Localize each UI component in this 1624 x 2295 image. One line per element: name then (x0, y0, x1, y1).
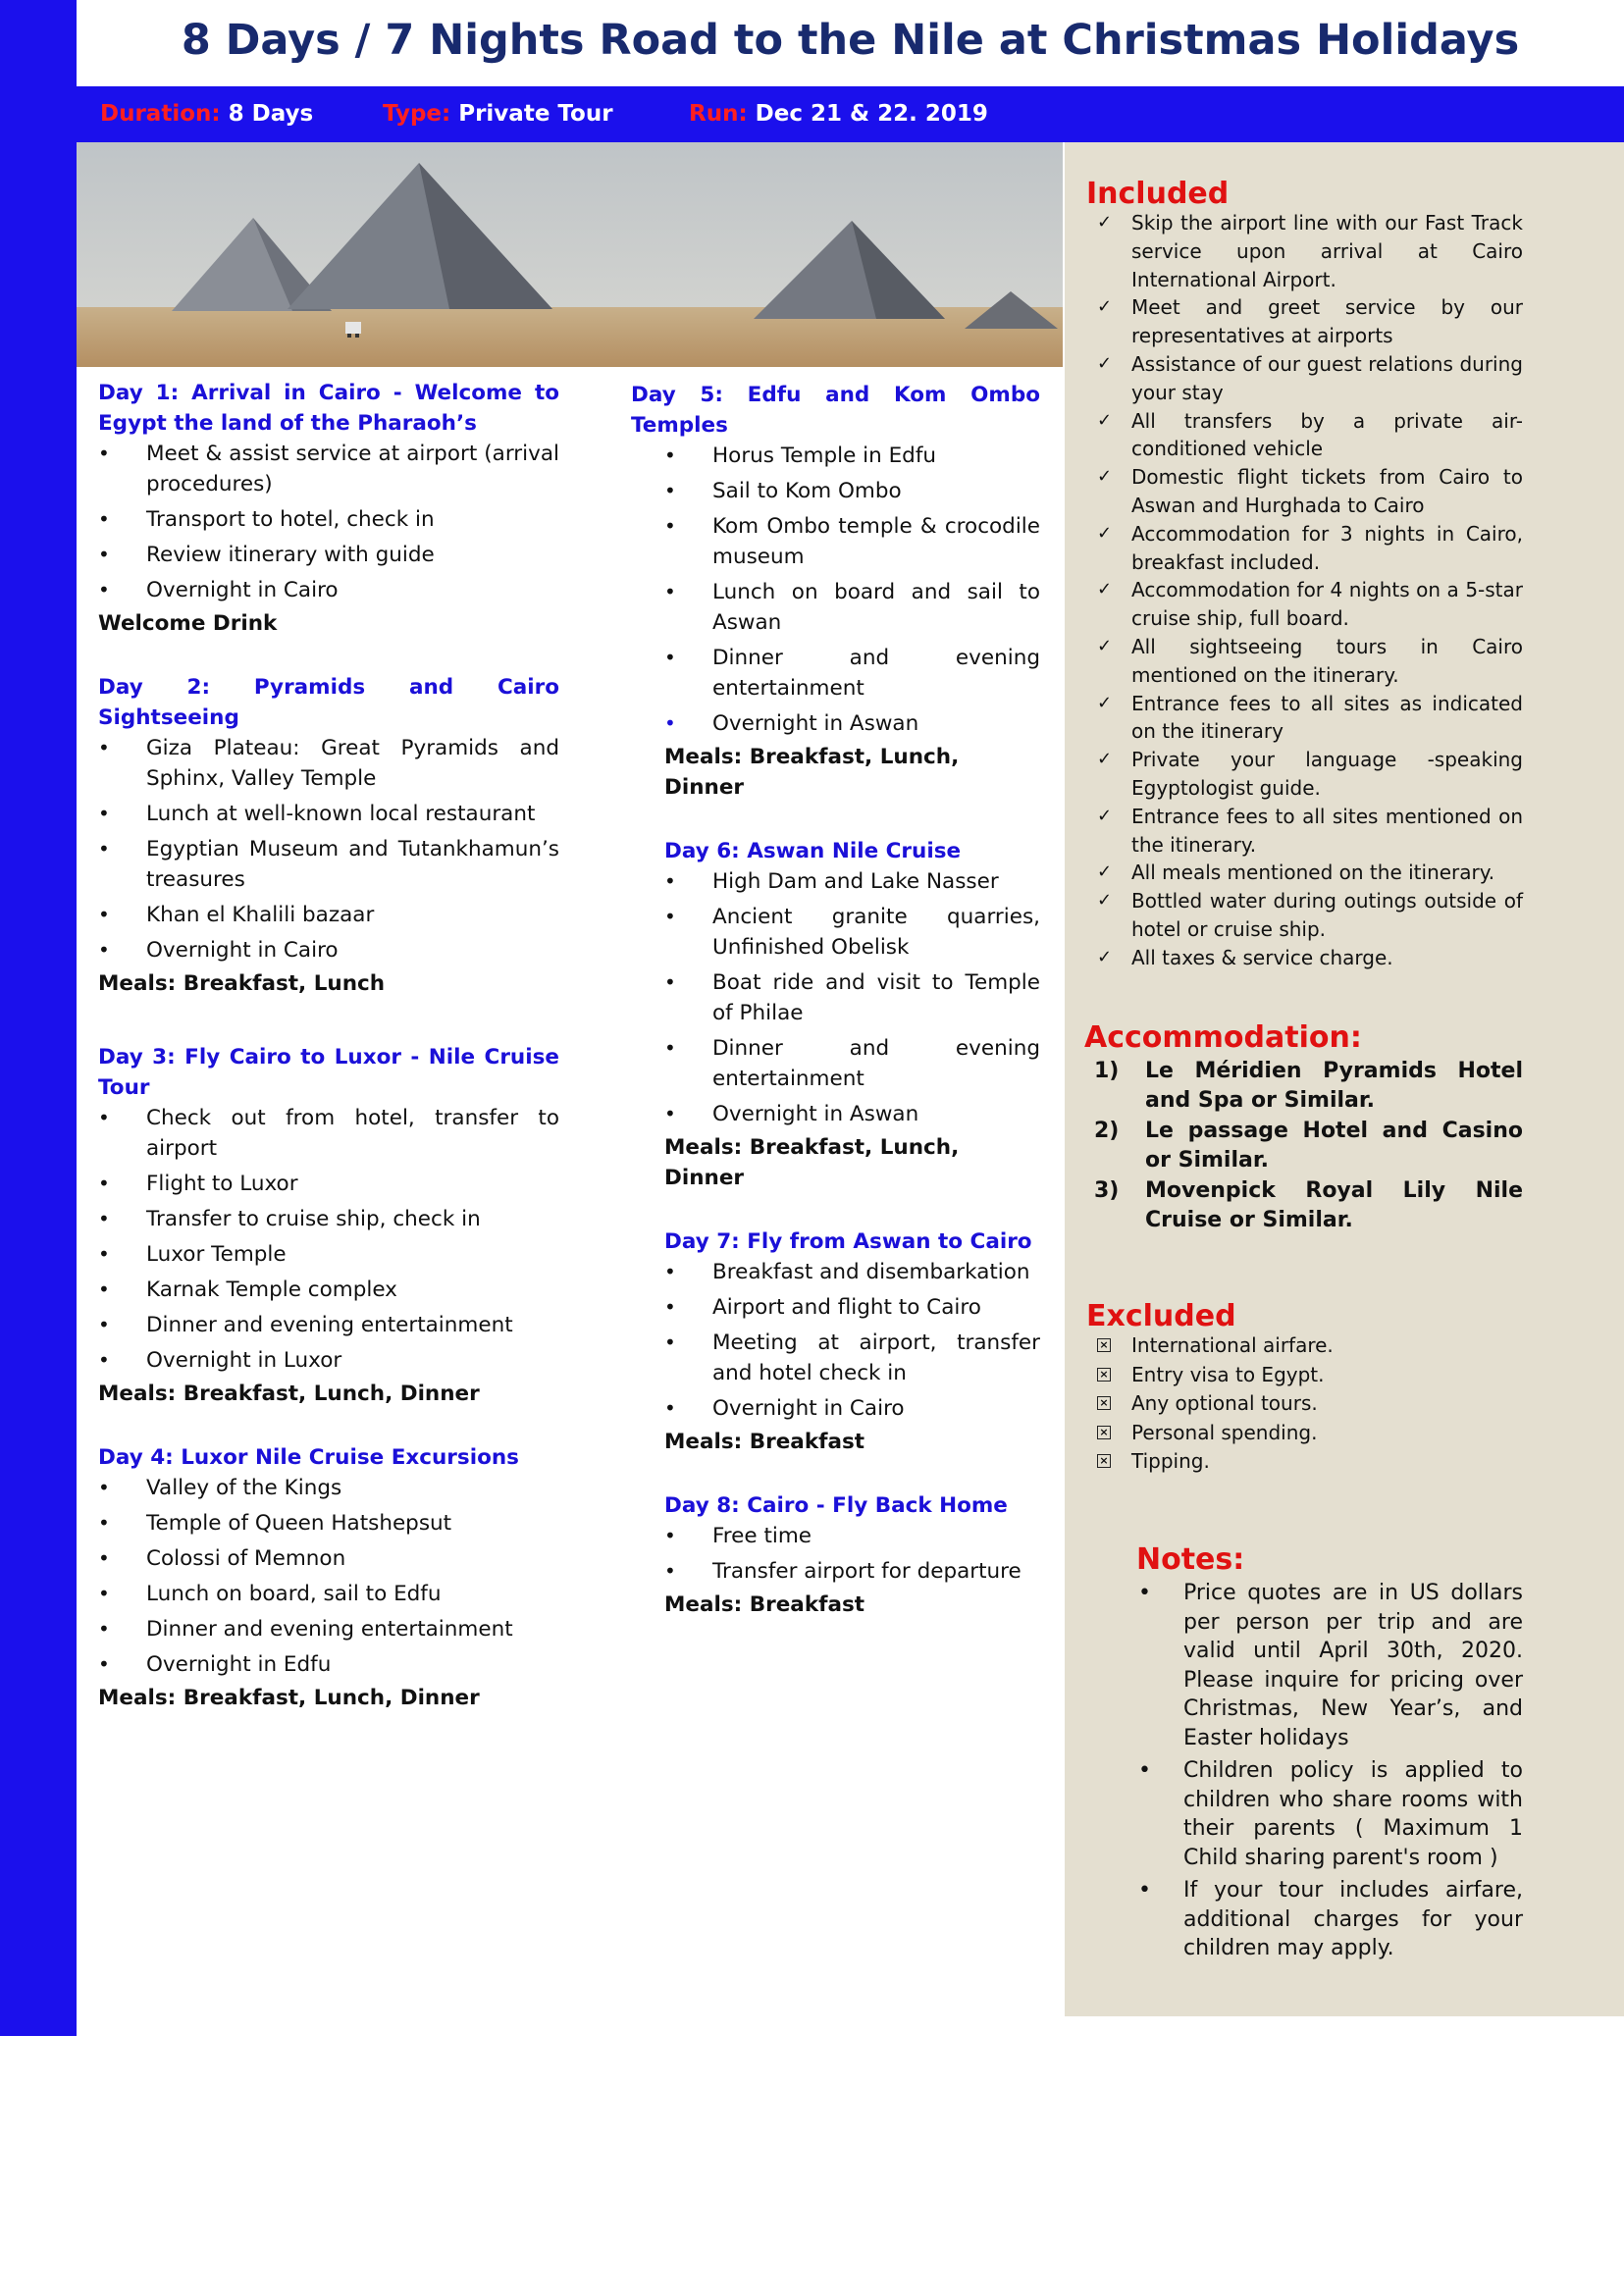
check-icon: ✓ (1097, 805, 1113, 826)
list-item: • Kom Ombo temple & crocodile museum (664, 511, 1040, 572)
day-footer: Meals: Breakfast, Lunch, Dinner (664, 745, 960, 800)
included-section (1086, 179, 1523, 972)
left-accent-bar (0, 0, 77, 2036)
duration-value: 8 Days (220, 101, 314, 127)
day-title: Day 5: Edfu and Kom Ombo Temples (631, 383, 1040, 438)
list-item: • Colossi of Memnon (98, 1543, 559, 1574)
accommodation-section (1084, 1022, 1523, 1236)
day-3 (98, 1042, 559, 1409)
included-item-text: All transfers by a private air-conditioned vehicle (1131, 408, 1523, 461)
accommodation-text: Le Méridien Pyramids Hotel and Spa or Similar. (1145, 1059, 1523, 1113)
included-item (1086, 576, 1523, 633)
accommodation-text: Movenpick Royal Lily Nile Cruise or Similar. (1145, 1178, 1523, 1232)
day-title: Day 4: Luxor Nile Cruise Excursions (98, 1445, 519, 1470)
excluded-heading: Excluded (1086, 1299, 1236, 1333)
day-5 (631, 380, 1040, 803)
day-7 (664, 1226, 1040, 1457)
list-item: • Lunch on board and sail to Aswan (664, 577, 1040, 638)
list-item: • Boat ride and visit to Temple of Philae (664, 967, 1040, 1028)
included-item (1086, 407, 1523, 464)
included-item (1086, 350, 1523, 407)
included-item-text: Bottled water during outings outside of hotel or cruise ship. (1131, 889, 1523, 941)
list-item: • Karnak Temple complex (98, 1275, 559, 1305)
excluded-item (1086, 1331, 1523, 1361)
included-item-text: Accommodation for 3 nights in Cairo, breakfast included. (1131, 521, 1523, 574)
included-item (1086, 944, 1523, 972)
list-item: • Valley of the Kings (98, 1473, 559, 1503)
check-icon: ✓ (1097, 861, 1113, 883)
list-item: • Ancient granite quarries, Unfinished Obelisk (664, 902, 1040, 963)
list-item: • Meeting at airport, transfer and hotel check in (664, 1328, 1040, 1388)
type-label: Type: (383, 101, 451, 127)
list-item: • Review itinerary with guide (98, 540, 559, 570)
x-box-icon: × (1097, 1396, 1111, 1410)
included-item (1086, 633, 1523, 690)
run-value: Dec 21 & 22. 2019 (747, 101, 988, 127)
excluded-section (1086, 1301, 1523, 1477)
type-value: Private Tour (450, 101, 613, 127)
list-item: • Breakfast and disembarkation (664, 1257, 1040, 1287)
included-item-text: All meals mentioned on the itinerary. (1131, 861, 1495, 885)
list-item: • Egyptian Museum and Tutankhamun’s treasures (98, 834, 559, 895)
included-item-text: Entrance fees to all sites mentioned on the itinerary. (1131, 804, 1523, 857)
list-item: • Transport to hotel, check in (98, 504, 559, 535)
duration-info (100, 86, 313, 141)
day-footer: Welcome Drink (98, 611, 278, 636)
check-icon: ✓ (1097, 352, 1113, 374)
included-item-text: Domestic flight tickets from Cairo to Aswan and Hurghada to Cairo (1131, 465, 1523, 517)
note-item: • If your tour includes airfare, additional charges for your children may apply. (1136, 1876, 1523, 1963)
included-item (1086, 690, 1523, 747)
accommodation-item (1084, 1117, 1523, 1175)
excluded-item-text: International airfare. (1131, 1333, 1334, 1357)
x-box-icon: × (1097, 1338, 1111, 1352)
day-8 (664, 1490, 1040, 1620)
included-item (1086, 859, 1523, 887)
excluded-item-text: Tipping. (1131, 1449, 1210, 1473)
list-item: • Temple of Queen Hatshepsut (98, 1508, 559, 1539)
check-icon: ✓ (1097, 409, 1113, 431)
list-item: • Flight to Luxor (98, 1169, 559, 1199)
included-item (1086, 746, 1523, 803)
check-icon: ✓ (1097, 692, 1113, 713)
included-heading: Included (1086, 177, 1230, 211)
list-item: • Overnight in Cairo (98, 575, 559, 605)
x-box-icon: × (1097, 1426, 1111, 1439)
list-item: • Giza Plateau: Great Pyramids and Sphinx, Valley Temple (98, 733, 559, 794)
excluded-item-text: Entry visa to Egypt. (1131, 1362, 1325, 1386)
included-item-text: Assistance of our guest relations during your stay (1131, 351, 1523, 404)
accommodation-item (1084, 1057, 1523, 1116)
duration-label: Duration: (100, 101, 221, 127)
list-item: • Transfer airport for departure (664, 1556, 1040, 1587)
note-item: • Children policy is applied to children who share rooms with their parents ( Maximum 1 Child sharing parent's room ) (1136, 1756, 1523, 1872)
excluded-item (1086, 1447, 1523, 1477)
list-item: • Overnight in Cairo (664, 1393, 1040, 1424)
day-1 (98, 378, 559, 639)
included-item-text: Private your language -speaking Egyptologist guide. (1131, 748, 1523, 800)
list-item: • Overnight in Aswan (664, 708, 1040, 739)
day-4 (98, 1442, 559, 1713)
accommodation-number: 3) (1094, 1178, 1120, 1203)
day-title: Day 6: Aswan Nile Cruise (664, 839, 962, 863)
included-item-text: Entrance fees to all sites as indicated on the itinerary (1131, 691, 1523, 744)
list-item: • Sail to Kom Ombo (664, 476, 1040, 506)
excluded-item (1086, 1389, 1523, 1419)
notes-heading: Notes: (1136, 1542, 1245, 1577)
list-item: • Dinner and evening entertainment (98, 1310, 559, 1340)
excluded-item (1086, 1361, 1523, 1390)
list-item: • Overnight in Luxor (98, 1345, 559, 1376)
included-item-text: Skip the airport line with our Fast Track service upon arrival at Cairo International Airport. (1131, 211, 1523, 291)
day-footer: Meals: Breakfast, Lunch, Dinner (98, 1382, 480, 1406)
pyramids-photo (77, 142, 1063, 367)
itinerary-right-column (631, 380, 1040, 1653)
day-footer: Meals: Breakfast, Lunch (98, 971, 386, 996)
day-6 (664, 836, 1040, 1193)
list-item: • Dinner and evening entertainment (664, 1033, 1040, 1094)
included-item (1086, 209, 1523, 293)
list-item: • Luxor Temple (98, 1239, 559, 1270)
list-item: • Overnight in Cairo (98, 935, 559, 965)
included-item (1086, 520, 1523, 577)
itinerary-left-column (98, 378, 559, 1747)
list-item: • High Dam and Lake Nasser (664, 866, 1040, 897)
accommodation-number: 1) (1094, 1059, 1120, 1083)
check-icon: ✓ (1097, 212, 1113, 233)
list-item: • Free time (664, 1521, 1040, 1551)
day-title: Day 7: Fly from Aswan to Cairo (664, 1229, 1032, 1254)
list-item: • Dinner and evening entertainment (664, 643, 1040, 704)
list-item: • Horus Temple in Edfu (664, 441, 1040, 471)
included-item (1086, 887, 1523, 944)
accommodation-item (1084, 1176, 1523, 1235)
included-item-text: All sightseeing tours in Cairo mentioned on the itinerary. (1131, 634, 1523, 687)
accommodation-text: Le passage Hotel and Casino or Similar. (1145, 1119, 1523, 1173)
x-box-icon: × (1097, 1368, 1111, 1382)
type-info (383, 86, 613, 141)
check-icon: ✓ (1097, 890, 1113, 912)
check-icon: ✓ (1097, 522, 1113, 544)
list-item: • Dinner and evening entertainment (98, 1614, 559, 1644)
day-footer: Meals: Breakfast (664, 1430, 865, 1454)
note-item: • Price quotes are in US dollars per person per trip and are valid until April 30th, 2020. Please inquire for pricing over Christmas, New Year’s, and Easter holidays (1136, 1579, 1523, 1752)
list-item: • Overnight in Edfu (98, 1649, 559, 1680)
list-item: • Lunch at well-known local restaurant (98, 799, 559, 829)
included-item-text: All taxes & service charge. (1131, 945, 1393, 969)
day-title: Day 2: Pyramids and Cairo Sightseeing (98, 675, 559, 730)
notes-section (1136, 1544, 1523, 1967)
run-label: Run: (689, 101, 748, 127)
included-item (1086, 463, 1523, 520)
check-icon: ✓ (1097, 749, 1113, 770)
check-icon: ✓ (1097, 946, 1113, 967)
accommodation-number: 2) (1094, 1119, 1120, 1143)
day-title: Day 8: Cairo - Fly Back Home (664, 1493, 1008, 1518)
included-item (1086, 293, 1523, 350)
day-title: Day 1: Arrival in Cairo - Welcome to Egypt the land of the Pharaoh’s (98, 381, 559, 436)
included-item-text: Accommodation for 4 nights on a 5-star cruise ship, full board. (1131, 578, 1523, 631)
page-title: 8 Days / 7 Nights Road to the Nile at Christmas Holidays (181, 16, 1520, 65)
day-title: Day 3: Fly Cairo to Luxor - Nile Cruise Tour (98, 1045, 559, 1100)
list-item: • Lunch on board, sail to Edfu (98, 1579, 559, 1609)
included-item-text: Meet and greet service by our representatives at airports (1131, 295, 1523, 348)
check-icon: ✓ (1097, 296, 1113, 318)
excluded-item-text: Any optional tours. (1131, 1391, 1318, 1415)
check-icon: ✓ (1097, 635, 1113, 656)
day-2 (98, 672, 559, 999)
list-item: • Check out from hotel, transfer to airport (98, 1103, 559, 1164)
tour-info-bar (77, 86, 1624, 142)
list-item: • Transfer to cruise ship, check in (98, 1204, 559, 1234)
check-icon: ✓ (1097, 579, 1113, 600)
excluded-item (1086, 1419, 1523, 1448)
list-item: • Meet & assist service at airport (arrival procedures) (98, 439, 559, 499)
list-item: • Airport and flight to Cairo (664, 1292, 1040, 1323)
day-footer: Meals: Breakfast (664, 1592, 865, 1617)
list-item: • Overnight in Aswan (664, 1099, 1040, 1129)
check-icon: ✓ (1097, 466, 1113, 488)
x-box-icon: × (1097, 1454, 1111, 1468)
day-footer: Meals: Breakfast, Lunch, Dinner (664, 1135, 960, 1190)
included-item (1086, 803, 1523, 860)
list-item: • Khan el Khalili bazaar (98, 900, 559, 930)
excluded-item-text: Personal spending. (1131, 1420, 1318, 1444)
run-info (689, 86, 988, 141)
day-footer: Meals: Breakfast, Lunch, Dinner (98, 1686, 480, 1710)
accommodation-heading: Accommodation: (1084, 1020, 1362, 1055)
